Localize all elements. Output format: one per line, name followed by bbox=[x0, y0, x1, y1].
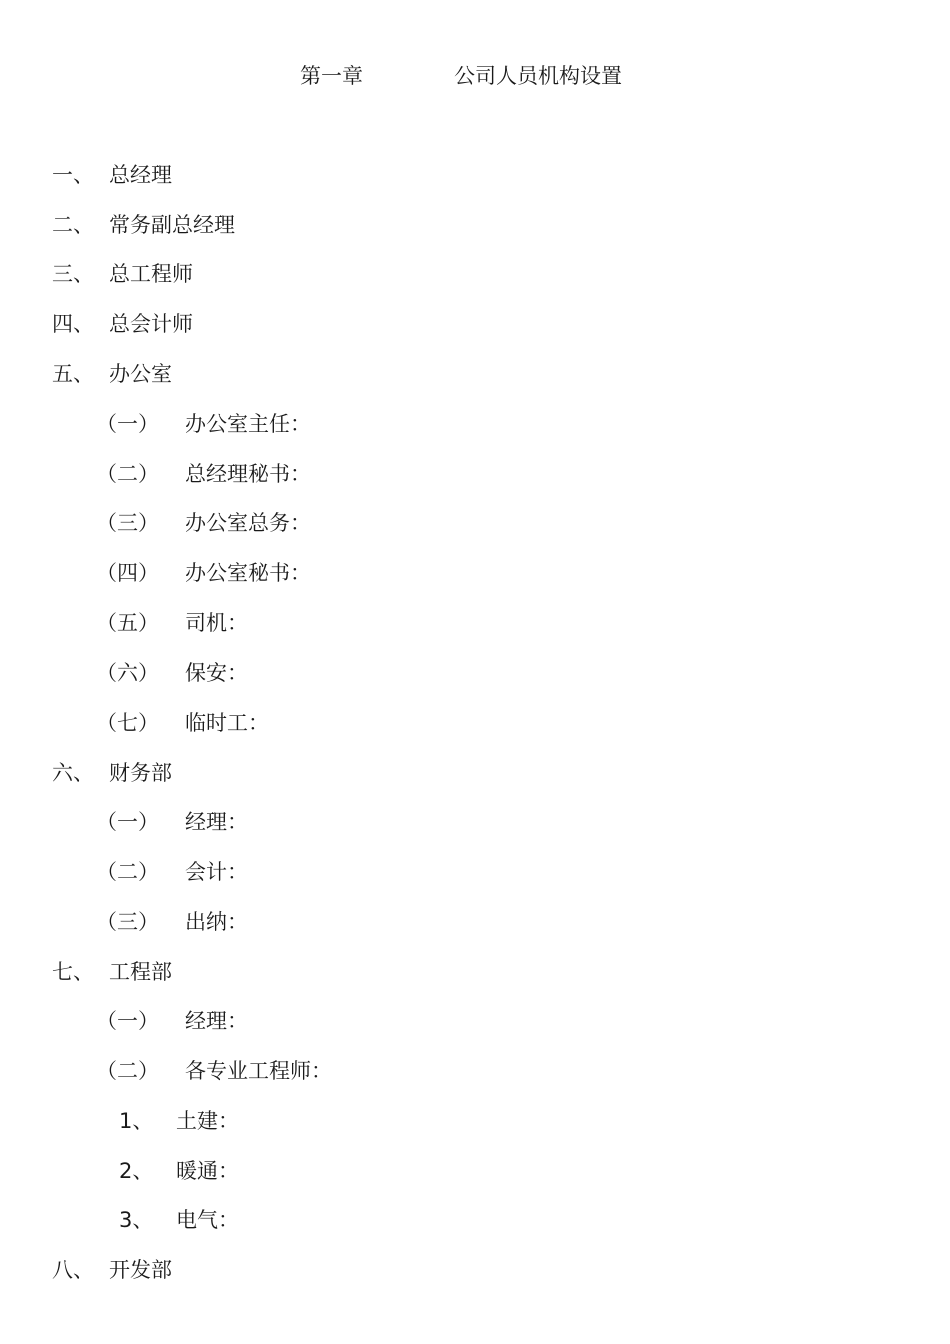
outline-number: 四、 bbox=[52, 312, 94, 336]
outline-label: 办公室主任： bbox=[185, 412, 311, 436]
outline-label: 总会计师 bbox=[109, 312, 193, 336]
outline-number: 八、 bbox=[52, 1258, 94, 1282]
outline-number: 一、 bbox=[52, 163, 94, 187]
outline-label: 保安： bbox=[185, 661, 248, 685]
outline-label: 暖通： bbox=[176, 1159, 239, 1183]
outline-label: 各专业工程师： bbox=[185, 1059, 332, 1083]
outline-number: 五、 bbox=[52, 362, 94, 386]
outline-number: （一） bbox=[96, 1009, 159, 1033]
outline-label: 办公室 bbox=[109, 362, 172, 386]
outline-number: 1、 bbox=[119, 1109, 154, 1133]
outline-number: （一） bbox=[96, 810, 159, 834]
outline-number: （二） bbox=[96, 462, 159, 486]
outline-label: 经理： bbox=[185, 1009, 248, 1033]
outline-label: 工程部 bbox=[109, 960, 172, 984]
outline-number: 六、 bbox=[52, 761, 94, 785]
outline-label: 出纳： bbox=[185, 910, 248, 934]
outline-number: （二） bbox=[96, 860, 159, 884]
outline-label: 总工程师 bbox=[109, 262, 193, 286]
outline-label: 开发部 bbox=[109, 1258, 172, 1282]
outline-number: 2、 bbox=[119, 1159, 154, 1183]
outline-label: 办公室总务： bbox=[185, 511, 311, 535]
outline-number: （七） bbox=[96, 711, 159, 735]
outline-label: 常务副总经理 bbox=[109, 213, 235, 237]
outline-number: （四） bbox=[96, 561, 159, 585]
outline-number: （五） bbox=[96, 611, 159, 635]
outline-label: 电气： bbox=[176, 1208, 239, 1232]
outline-label: 会计： bbox=[185, 860, 248, 884]
outline-label: 临时工： bbox=[185, 711, 269, 735]
outline-number: （六） bbox=[96, 661, 159, 685]
outline-number: （三） bbox=[96, 511, 159, 535]
outline-label: 财务部 bbox=[109, 761, 172, 785]
outline-number: 七、 bbox=[52, 960, 94, 984]
outline-label: 经理： bbox=[185, 810, 248, 834]
chapter-title: 公司人员机构设置 bbox=[454, 64, 622, 88]
outline-number: 三、 bbox=[52, 262, 94, 286]
outline-label: 总经理 bbox=[109, 163, 172, 187]
outline-label: 办公室秘书： bbox=[185, 561, 311, 585]
outline-label: 司机： bbox=[185, 611, 248, 635]
outline-number: 3、 bbox=[119, 1208, 154, 1232]
outline-number: 二、 bbox=[52, 213, 94, 237]
outline-label: 土建： bbox=[176, 1109, 239, 1133]
outline-number: （一） bbox=[96, 412, 159, 436]
outline-label: 总经理秘书： bbox=[185, 462, 311, 486]
chapter-number: 第一章 bbox=[300, 64, 363, 88]
outline-number: （二） bbox=[96, 1059, 159, 1083]
outline-number: （三） bbox=[96, 910, 159, 934]
